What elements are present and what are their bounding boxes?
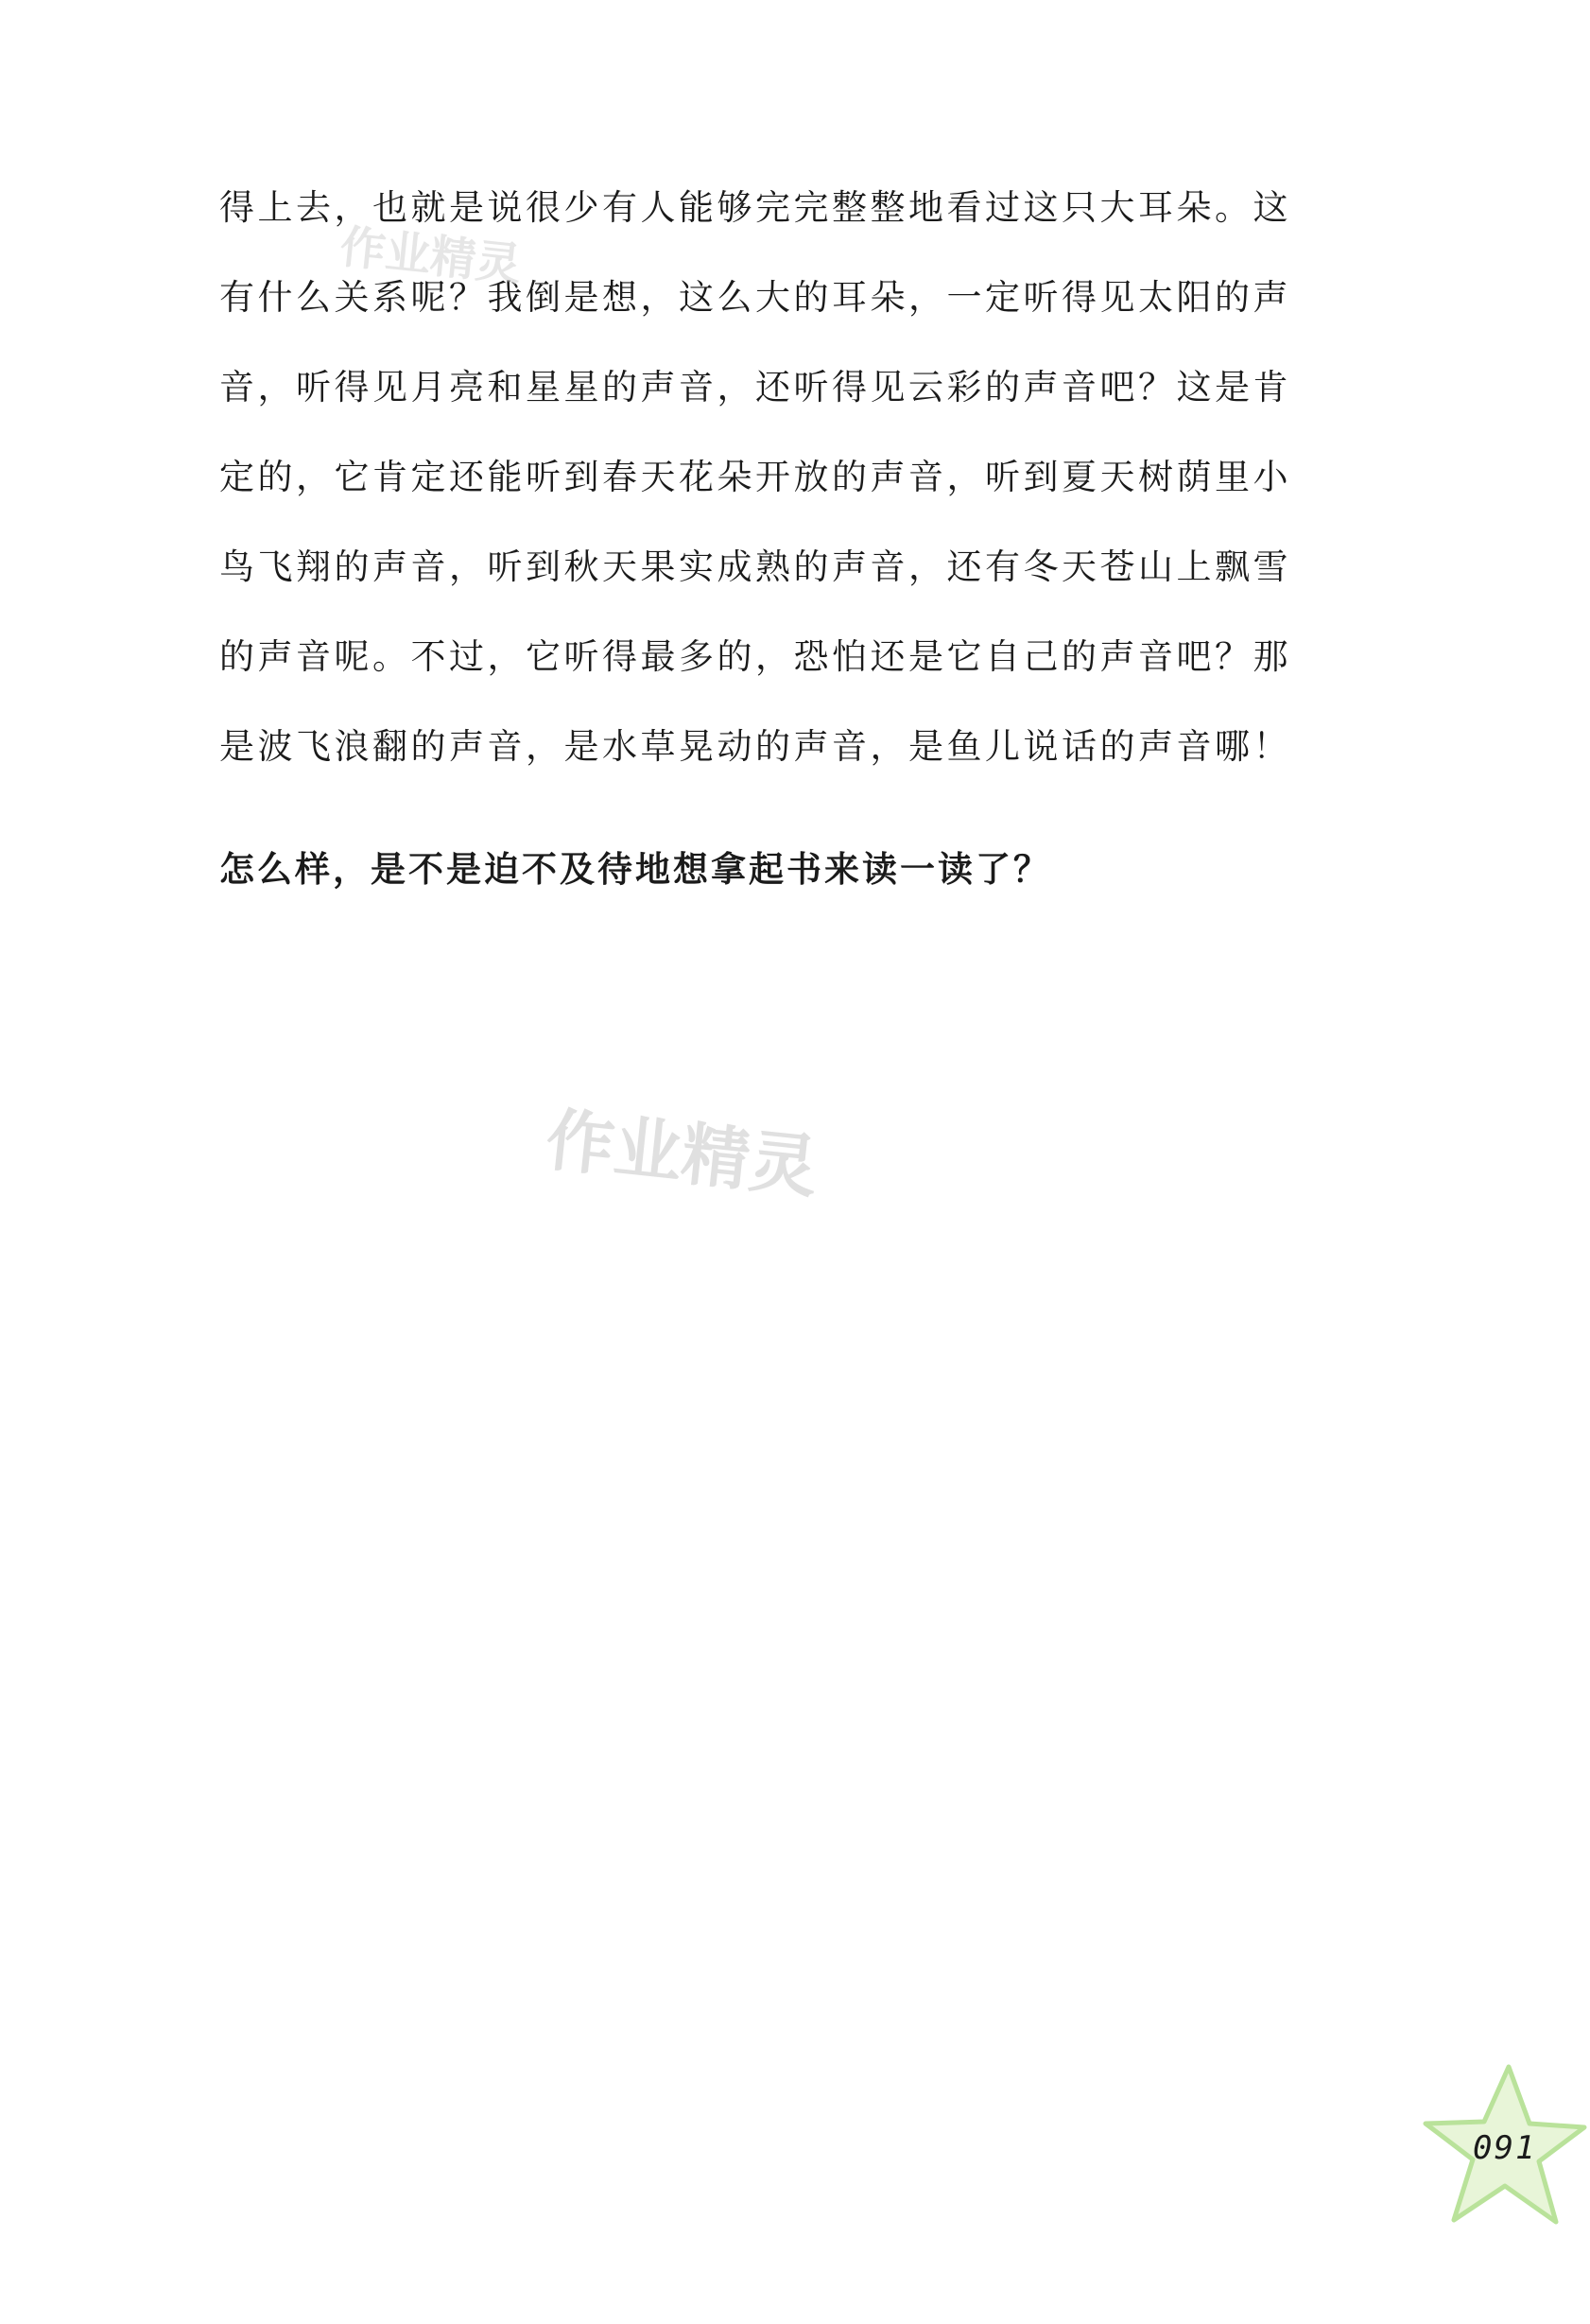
passage-line: 音，听得见月亮和星星的声音，还听得见云彩的声音吧？这是肯 (219, 367, 1291, 408)
closing-question: 怎么样，是不是迫不及待地想拿起书来读一读了？ (219, 848, 1051, 890)
passage-line: 鸟飞翔的声音，听到秋天果实成熟的声音，还有冬天苍山上飘雪 (219, 546, 1291, 587)
passage-text (219, 178, 1439, 806)
passage-line: 是波飞浪翻的声音，是水草晃动的声音，是鱼儿说话的声音哪！ (219, 726, 1291, 767)
page-number: 091 (1473, 2129, 1537, 2167)
watermark-logo: 作业精灵 (542, 1100, 821, 1207)
passage-line: 的声音呢。不过，它听得最多的，恐怕还是它自己的声音吧？那 (219, 636, 1291, 677)
watermark-logo: 作业精灵 (337, 220, 524, 292)
passage-line: 有什么关系呢？我倒是想，这么大的耳朵，一定听得见太阳的声 (219, 277, 1291, 318)
passage-line: 定的，它肯定还能听到春天花朵开放的声音，听到夏天树荫里小 (219, 457, 1291, 497)
passage-line: 得上去，也就是说很少有人能够完完整整地看过这只大耳朵。这 (219, 187, 1291, 228)
